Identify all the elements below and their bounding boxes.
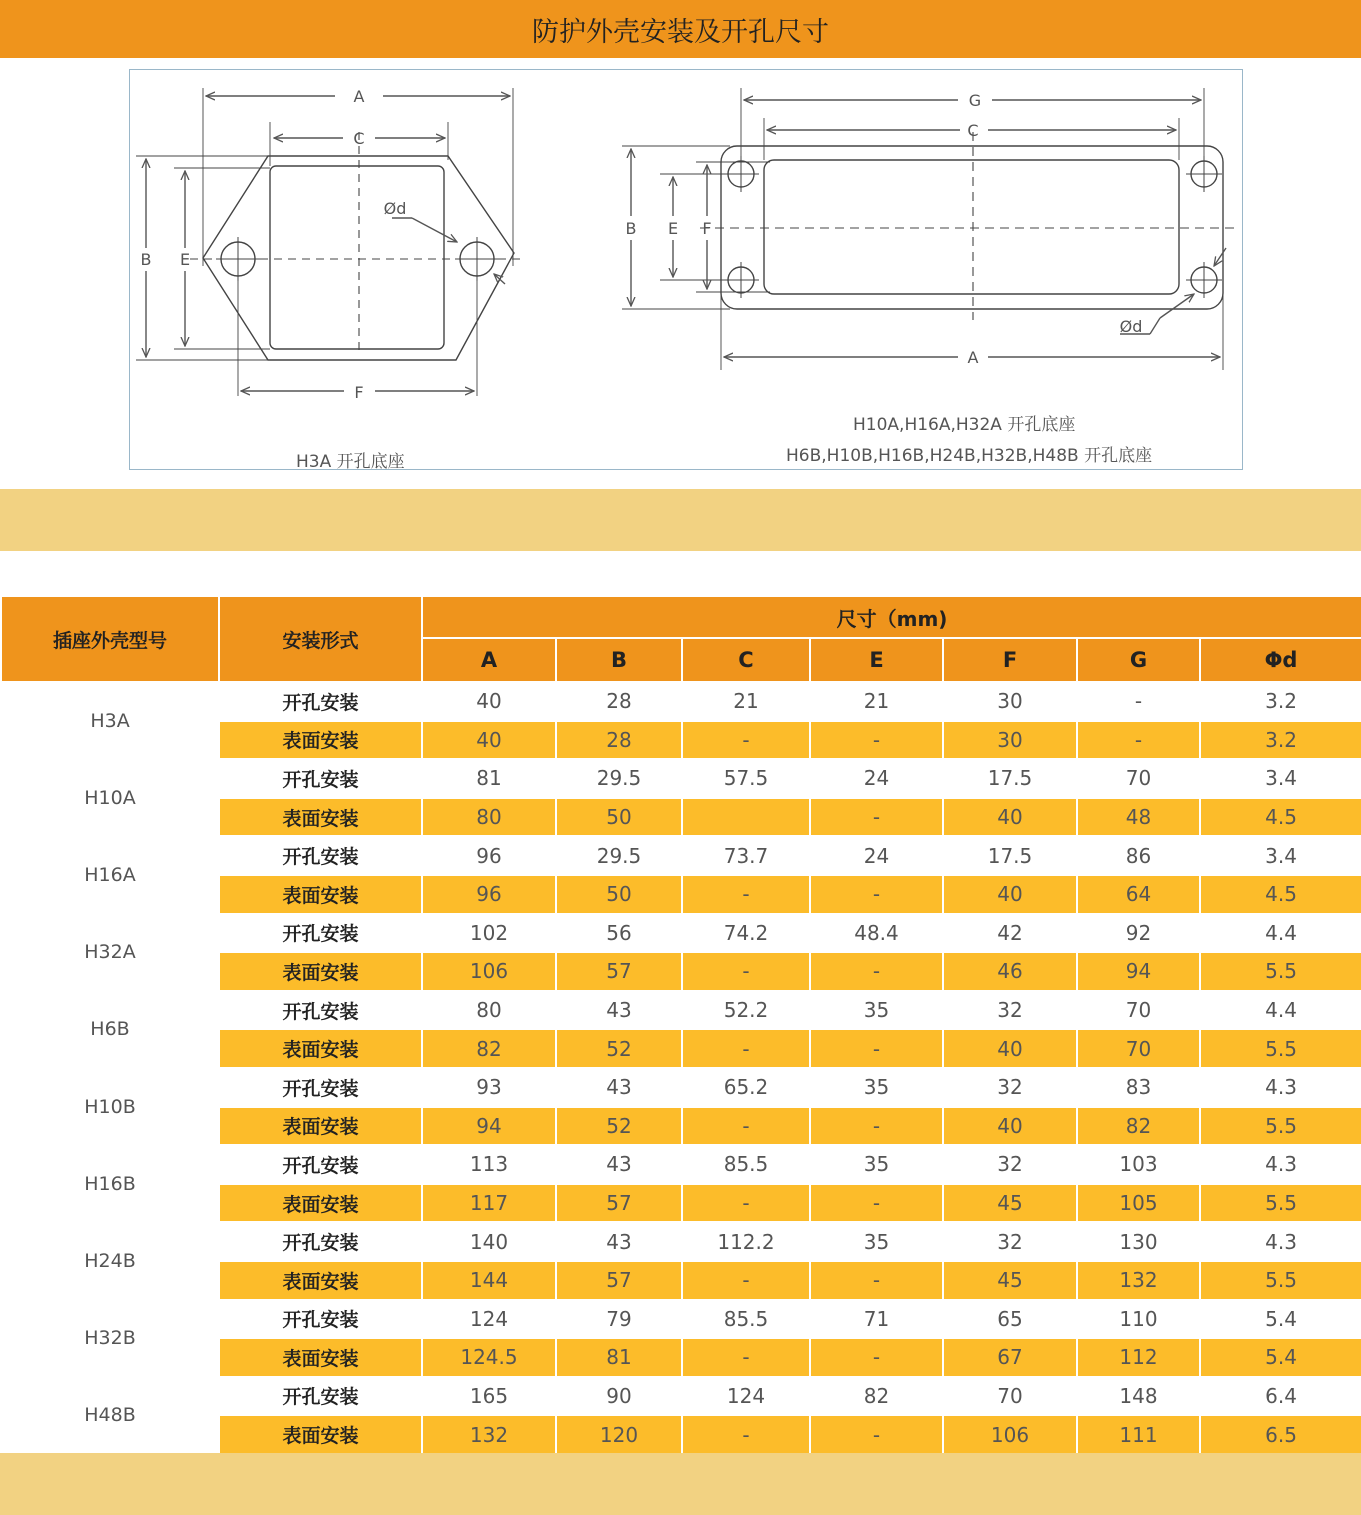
- table-row: [1, 1377, 1361, 1416]
- dimension-cell: 43: [556, 1145, 682, 1184]
- mount-type-cell: 表面安装: [219, 952, 422, 991]
- dimension-cell: 3.2: [1200, 721, 1361, 760]
- dimension-cell: 70: [943, 1377, 1077, 1416]
- header-dim-b: B: [556, 638, 682, 682]
- mount-type-cell: 表面安装: [219, 721, 422, 760]
- dimension-cell: 111: [1077, 1415, 1200, 1454]
- dimension-cell: 70: [1077, 991, 1200, 1030]
- dimension-cell: 48: [1077, 798, 1200, 837]
- dimension-cell: 82: [422, 1029, 556, 1068]
- dimension-cell: -: [810, 1107, 943, 1146]
- mount-type-cell: 开孔安装: [219, 1145, 422, 1184]
- dimension-cell: 85.5: [682, 1300, 810, 1339]
- dimension-cell: -: [810, 721, 943, 760]
- dimension-cell: -: [682, 1415, 810, 1454]
- dimension-cell: 86: [1077, 836, 1200, 875]
- h3a-label-c: C: [353, 129, 365, 148]
- dimension-cell: 35: [810, 1222, 943, 1261]
- dimension-cell: 40: [422, 721, 556, 760]
- page-title: 防护外壳安装及开孔尺寸: [0, 0, 1361, 58]
- dimension-cell: 5.5: [1200, 1184, 1361, 1223]
- rect-label-g: G: [968, 91, 982, 110]
- mount-type-cell: 表面安装: [219, 1184, 422, 1223]
- dimension-cell: 57.5: [682, 759, 810, 798]
- dimension-cell: 117: [422, 1184, 556, 1223]
- dimension-cell: -: [682, 1107, 810, 1146]
- dimension-cell: 43: [556, 1222, 682, 1261]
- dimension-cell: -: [682, 1261, 810, 1300]
- dimension-cell: 74.2: [682, 914, 810, 953]
- dimension-cell: -: [810, 1415, 943, 1454]
- rect-label-b: B: [625, 219, 637, 238]
- dimension-cell: 52: [556, 1029, 682, 1068]
- dimension-cell: 43: [556, 1068, 682, 1107]
- header-dim-c: C: [682, 638, 810, 682]
- dimension-cell: -: [682, 952, 810, 991]
- mount-type-cell: 表面安装: [219, 798, 422, 837]
- dimension-cell: -: [682, 1338, 810, 1377]
- dimension-cell: 40: [943, 1029, 1077, 1068]
- model-cell: H48B: [1, 1377, 219, 1454]
- dimension-cell: 124: [682, 1377, 810, 1416]
- dimension-cell: 148: [1077, 1377, 1200, 1416]
- dimension-cell: 21: [810, 682, 943, 721]
- dimension-cell: 52: [556, 1107, 682, 1146]
- dimension-cell: -: [682, 1029, 810, 1068]
- dimension-cell: 40: [943, 875, 1077, 914]
- dimension-cell: -: [810, 798, 943, 837]
- dimension-cell: 85.5: [682, 1145, 810, 1184]
- dimension-cell: 80: [422, 798, 556, 837]
- dimension-cell: 6.4: [1200, 1377, 1361, 1416]
- dimension-cell: 24: [810, 759, 943, 798]
- dimension-cell: 17.5: [943, 759, 1077, 798]
- dimension-cell: 96: [422, 836, 556, 875]
- dimension-cell: 56: [556, 914, 682, 953]
- dimension-cell: 140: [422, 1222, 556, 1261]
- dimension-cell: 32: [943, 1068, 1077, 1107]
- dimension-cell: 82: [810, 1377, 943, 1416]
- dimension-cell: -: [810, 1184, 943, 1223]
- header-dimensions: 尺寸（mm): [422, 596, 1361, 638]
- dimension-cell: 32: [943, 991, 1077, 1030]
- table-row: [1, 991, 1361, 1030]
- dimension-cell: 110: [1077, 1300, 1200, 1339]
- dimension-cell: 90: [556, 1377, 682, 1416]
- h3a-label-d: Ød: [383, 199, 407, 218]
- dimension-cell: 144: [422, 1261, 556, 1300]
- mounting-diagram: [129, 69, 1243, 470]
- header-dim-f: F: [943, 638, 1077, 682]
- rect-label-a: A: [967, 348, 979, 367]
- h3a-label-e: E: [179, 250, 191, 269]
- dimension-cell: 80: [422, 991, 556, 1030]
- h3a-inner-window: [270, 166, 444, 349]
- mount-type-cell: 开孔安装: [219, 1068, 422, 1107]
- h3a-label-a: A: [353, 87, 365, 106]
- table-row: [1, 914, 1361, 953]
- dimension-cell: 5.5: [1200, 952, 1361, 991]
- dimension-cell: -: [810, 875, 943, 914]
- dimension-cell: -: [682, 875, 810, 914]
- dimension-cell: 21: [682, 682, 810, 721]
- dimension-cell: 5.5: [1200, 1261, 1361, 1300]
- dimension-cell: 3.4: [1200, 836, 1361, 875]
- mount-type-cell: 表面安装: [219, 1107, 422, 1146]
- dimension-cell: 32: [943, 1222, 1077, 1261]
- rect-caption-line1: H10A,H16A,H32A 开孔底座: [853, 415, 1076, 435]
- dimension-cell: 65.2: [682, 1068, 810, 1107]
- dimension-cell: 35: [810, 991, 943, 1030]
- header-mount-type: 安装形式: [219, 596, 422, 682]
- dimension-cell: 130: [1077, 1222, 1200, 1261]
- dimension-cell: 103: [1077, 1145, 1200, 1184]
- mount-type-cell: 表面安装: [219, 1029, 422, 1068]
- divider-band-bottom: [0, 1453, 1361, 1515]
- dimension-cell: 113: [422, 1145, 556, 1184]
- dimension-cell: 71: [810, 1300, 943, 1339]
- dimension-cell: -: [682, 721, 810, 760]
- dimension-cell: -: [682, 1184, 810, 1223]
- dimension-cell: 64: [1077, 875, 1200, 914]
- dimension-cell: 94: [1077, 952, 1200, 991]
- dimension-cell: 67: [943, 1338, 1077, 1377]
- dimension-cell: 82: [1077, 1107, 1200, 1146]
- mount-type-cell: 开孔安装: [219, 1222, 422, 1261]
- table-row: [1, 836, 1361, 875]
- dimension-cell: 46: [943, 952, 1077, 991]
- model-cell: H32B: [1, 1300, 219, 1377]
- dimension-cell: 105: [1077, 1184, 1200, 1223]
- dimension-cell: 30: [943, 682, 1077, 721]
- dimension-cell: 79: [556, 1300, 682, 1339]
- dimension-cell: 92: [1077, 914, 1200, 953]
- dimension-cell: 3.4: [1200, 759, 1361, 798]
- mount-type-cell: 开孔安装: [219, 836, 422, 875]
- model-cell: H24B: [1, 1222, 219, 1299]
- dimension-cell: 96: [422, 875, 556, 914]
- dimension-cell: 24: [810, 836, 943, 875]
- model-cell: H6B: [1, 991, 219, 1068]
- mount-type-cell: 开孔安装: [219, 759, 422, 798]
- dimension-cell: 132: [422, 1415, 556, 1454]
- dimension-cell: 83: [1077, 1068, 1200, 1107]
- dimension-cell: -: [1077, 682, 1200, 721]
- dimension-cell: 40: [422, 682, 556, 721]
- dimension-cell: -: [810, 1261, 943, 1300]
- dimension-cell: -: [1077, 721, 1200, 760]
- table-row: [1, 759, 1361, 798]
- header-dim-g: G: [1077, 638, 1200, 682]
- dimension-cell: 32: [943, 1145, 1077, 1184]
- dimension-cell: 106: [943, 1415, 1077, 1454]
- rect-label-e: E: [667, 219, 679, 238]
- mount-type-cell: 表面安装: [219, 875, 422, 914]
- dimension-cell: 120: [556, 1415, 682, 1454]
- dimension-cell: 57: [556, 1184, 682, 1223]
- dimension-cell: 5.4: [1200, 1300, 1361, 1339]
- header-dim-e: E: [810, 638, 943, 682]
- dimension-cell: 57: [556, 1261, 682, 1300]
- dimension-table: [0, 595, 1361, 1455]
- dimension-cell: 4.5: [1200, 875, 1361, 914]
- model-cell: H32A: [1, 914, 219, 991]
- dimension-cell: 132: [1077, 1261, 1200, 1300]
- dimension-cell: 28: [556, 721, 682, 760]
- table-row: [1, 1300, 1361, 1339]
- dimension-cell: 70: [1077, 1029, 1200, 1068]
- dimension-cell: -: [810, 952, 943, 991]
- dimension-cell: 29.5: [556, 759, 682, 798]
- mount-type-cell: 开孔安装: [219, 1377, 422, 1416]
- table-row: [1, 682, 1361, 721]
- table-row: [1, 1145, 1361, 1184]
- mount-type-cell: 开孔安装: [219, 991, 422, 1030]
- dimension-cell: 4.5: [1200, 798, 1361, 837]
- dimension-cell: 5.5: [1200, 1107, 1361, 1146]
- mount-type-cell: 表面安装: [219, 1338, 422, 1377]
- header-dim-d: Φd: [1200, 638, 1361, 682]
- dimension-cell: 35: [810, 1145, 943, 1184]
- mount-type-cell: 表面安装: [219, 1415, 422, 1454]
- dimension-cell: 5.5: [1200, 1029, 1361, 1068]
- dimension-cell: 124: [422, 1300, 556, 1339]
- header-dim-a: A: [422, 638, 556, 682]
- dimension-cell: 112.2: [682, 1222, 810, 1261]
- dimension-cell: 17.5: [943, 836, 1077, 875]
- dimension-cell: -: [810, 1338, 943, 1377]
- header-model: 插座外壳型号: [1, 596, 219, 682]
- dimension-cell: 94: [422, 1107, 556, 1146]
- h3a-caption: H3A 开孔底座: [296, 452, 405, 472]
- mount-type-cell: 开孔安装: [219, 914, 422, 953]
- dimension-cell: 57: [556, 952, 682, 991]
- dimension-cell: 40: [943, 1107, 1077, 1146]
- model-cell: H10B: [1, 1068, 219, 1145]
- dimension-cell: 4.4: [1200, 914, 1361, 953]
- dimension-cell: 124.5: [422, 1338, 556, 1377]
- dimension-cell: 29.5: [556, 836, 682, 875]
- rect-inner-window: [764, 160, 1179, 294]
- dimension-cell: -: [810, 1029, 943, 1068]
- dimension-cell: 165: [422, 1377, 556, 1416]
- dimension-cell: 3.2: [1200, 682, 1361, 721]
- table-row: [1, 1068, 1361, 1107]
- dimension-cell: 45: [943, 1261, 1077, 1300]
- dimension-cell: 28: [556, 682, 682, 721]
- dimension-cell: 30: [943, 721, 1077, 760]
- mount-type-cell: 表面安装: [219, 1261, 422, 1300]
- dimension-cell: 4.3: [1200, 1068, 1361, 1107]
- dimension-cell: 50: [556, 875, 682, 914]
- h3a-label-f: F: [354, 383, 364, 402]
- model-cell: H3A: [1, 682, 219, 759]
- dimension-cell: 112: [1077, 1338, 1200, 1377]
- dimension-cell: 50: [556, 798, 682, 837]
- dimension-cell: 73.7: [682, 836, 810, 875]
- mount-type-cell: 开孔安装: [219, 682, 422, 721]
- dimension-cell: 106: [422, 952, 556, 991]
- model-cell: H16A: [1, 836, 219, 913]
- dimension-cell: 102: [422, 914, 556, 953]
- dimension-cell: 93: [422, 1068, 556, 1107]
- dimension-cell: 5.4: [1200, 1338, 1361, 1377]
- rect-label-d: Ød: [1119, 317, 1143, 336]
- dimension-cell: 40: [943, 798, 1077, 837]
- model-cell: H16B: [1, 1145, 219, 1222]
- rect-label-f: F: [702, 219, 712, 238]
- mount-type-cell: 开孔安装: [219, 1300, 422, 1339]
- dimension-cell: 45: [943, 1184, 1077, 1223]
- dimension-cell: 35: [810, 1068, 943, 1107]
- dimension-cell: 70: [1077, 759, 1200, 798]
- dimension-cell: 4.3: [1200, 1222, 1361, 1261]
- dimension-cell: [682, 798, 810, 837]
- dimension-cell: 52.2: [682, 991, 810, 1030]
- rect-caption-line2: H6B,H10B,H16B,H24B,H32B,H48B 开孔底座: [786, 446, 1153, 466]
- dimension-cell: 4.4: [1200, 991, 1361, 1030]
- rect-label-c: C: [967, 121, 979, 140]
- divider-band-top: [0, 489, 1361, 551]
- dimension-cell: 42: [943, 914, 1077, 953]
- h3a-label-b: B: [140, 250, 152, 269]
- dimension-cell: 81: [422, 759, 556, 798]
- model-cell: H10A: [1, 759, 219, 836]
- dimension-cell: 48.4: [810, 914, 943, 953]
- dimension-cell: 65: [943, 1300, 1077, 1339]
- dimension-cell: 43: [556, 991, 682, 1030]
- dimension-cell: 6.5: [1200, 1415, 1361, 1454]
- table-row: [1, 1222, 1361, 1261]
- dimension-cell: 81: [556, 1338, 682, 1377]
- dimension-cell: 4.3: [1200, 1145, 1361, 1184]
